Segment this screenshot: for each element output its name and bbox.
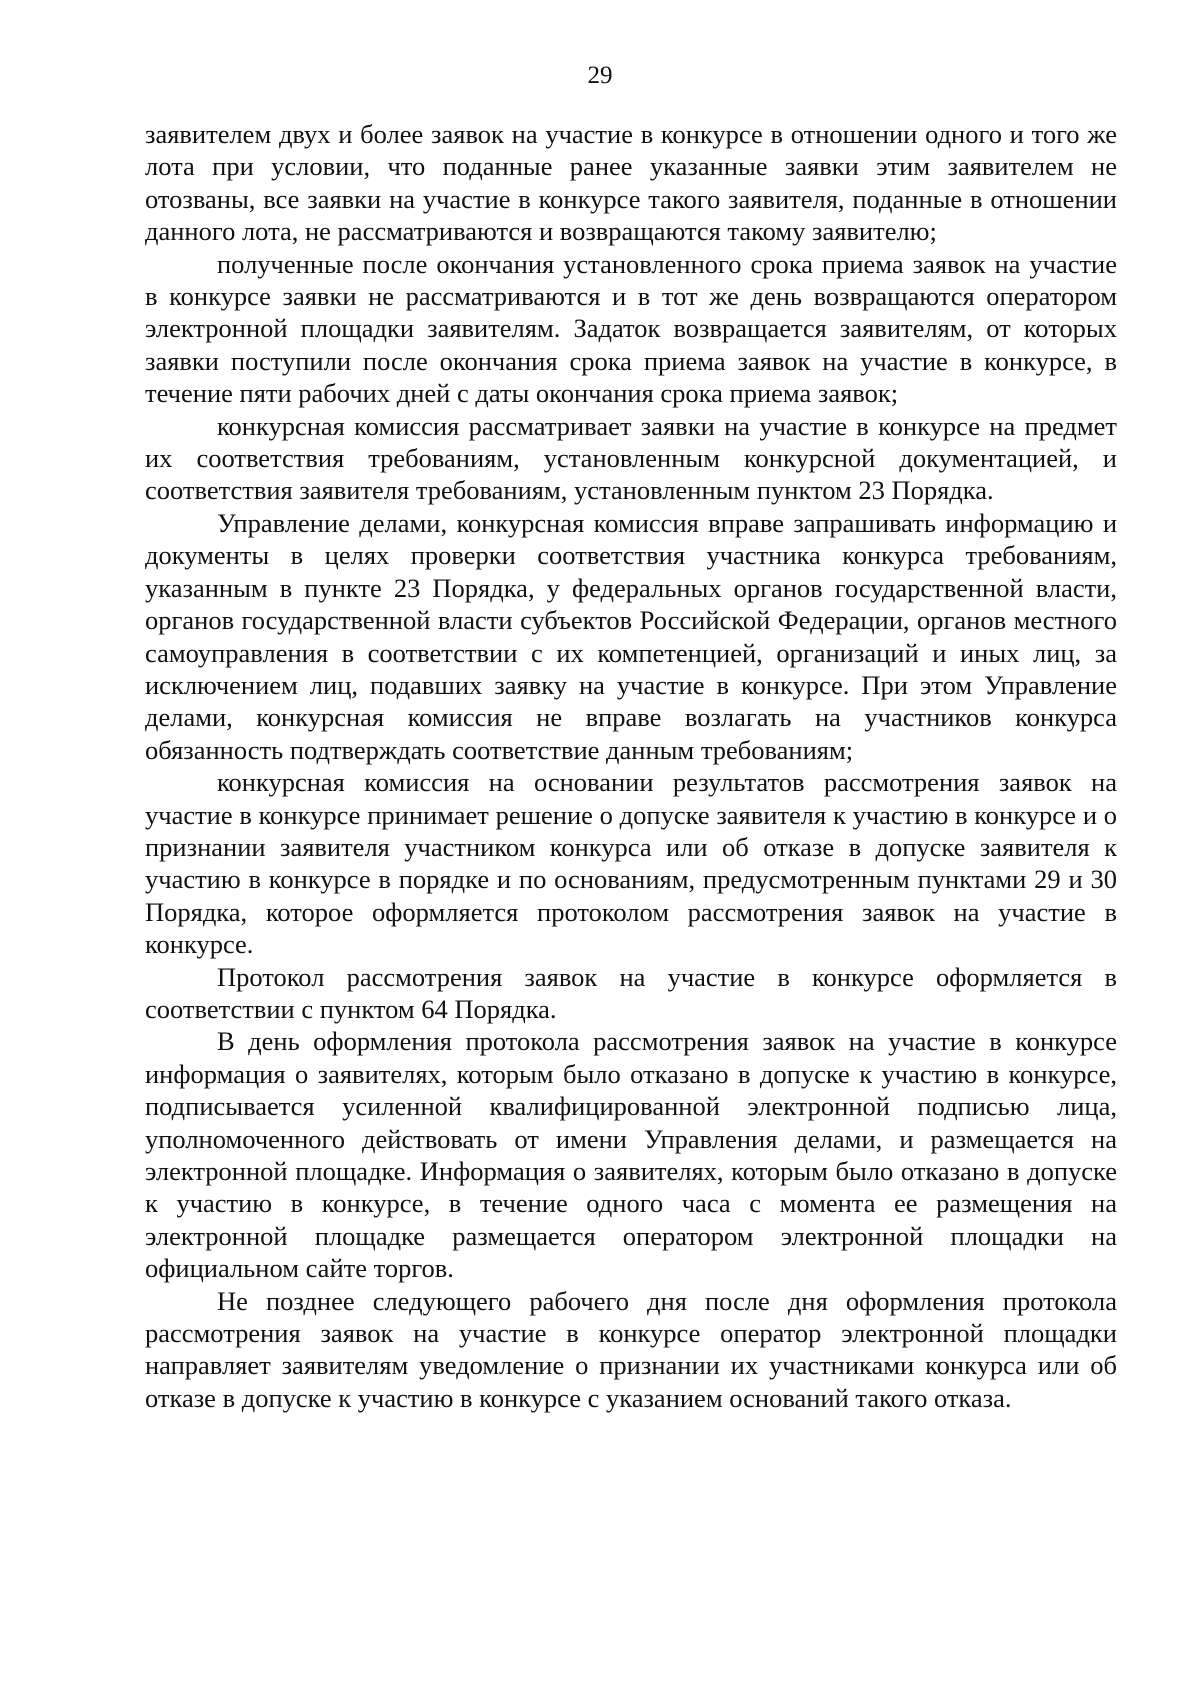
paragraph-continuation: заявителем двух и более заявок на участие в конкурсе в отношении одного и того же лота при условии, что поданные ранее указанные заявки этим заявителем не отозваны, все заявки на участие в конкурсе такого заявителя, поданные в отношении данного лота, не рассматриваются и возвращаются такому заявителю; — [145, 119, 1117, 247]
paragraph-review-protocol: Протокол рассмотрения заявок на участие в конкурсе оформляется в соответствии с пунктом 64 Порядка. — [145, 961, 1117, 1024]
paragraph-rejection-info: В день оформления протокола рассмотрения заявок на участие в конкурсе информация о заявителях, которым было отказано в допуске к участию в конкурсе, подписывается усиленной квалифицированной электронной подписью лица, уполномоченного действовать от имени Управления делами, и размещается на электронной площадке. Информация о заявителях, которым было отказано в допуске к участию в конкурсе, в течение одного часа с момента ее размещения на электронной площадке размещается оператором электронной площадки на официальном сайте торгов. — [145, 1026, 1117, 1284]
paragraph-commission-review: конкурсная комиссия рассматривает заявки на участие в конкурсе на предмет их соответствия требованиям, установленным конкурсной документацией, и соответствия заявителя требованиям, установленным пунктом 23 Порядка. — [145, 410, 1117, 506]
paragraph-information-requests: Управление делами, конкурсная комиссия вправе запрашивать информацию и документы в целях проверки соответствия участника конкурса требованиям, указанным в пункте 23 Порядка, у федеральных органов государственной власти, органов государственной власти субъектов Российской Федерации, органов местного самоуправления в соответствии с их компетенцией, организаций и иных лиц, за исключением лиц, подавших заявку на участие в конкурсе. При этом Управление делами, конкурсная комиссия не вправе возлагать на участников конкурса обязанность подтверждать соответствие данным требованиям; — [145, 507, 1117, 765]
page-number: 29 — [587, 62, 613, 89]
paragraph-admission-decision: конкурсная комиссия на основании результатов рассмотрения заявок на участие в конкурсе принимает решение о допуске заявителя к участию в конкурсе и о признании заявителя участником конкурса или об отказе в допуске заявителя к участию в конкурсе в порядке и по основаниям, предусмотренным пунктами 29 и 30 Порядка, которое оформляется протоколом рассмотрения заявок на участие в конкурсе. — [145, 767, 1117, 960]
paragraph-late-applications: полученные после окончания установленного срока приема заявок на участие в конкурсе заявки не рассматриваются и в тот же день возвращаются оператором электронной площадки заявителям. Задаток возвращается заявителям, от которых заявки поступили после окончания срока приема заявок на участие в конкурсе, в течение пяти рабочих дней с даты окончания срока приема заявок; — [145, 248, 1117, 409]
paragraph-notification: Не позднее следующего рабочего дня после дня оформления протокола рассмотрения заявок на участие в конкурсе оператор электронной площадки направляет заявителям уведомление о признании их участниками конкурса или об отказе в допуске к участию в конкурсе с указанием оснований такого отказа. — [145, 1285, 1117, 1413]
document-body — [145, 118, 1117, 1414]
